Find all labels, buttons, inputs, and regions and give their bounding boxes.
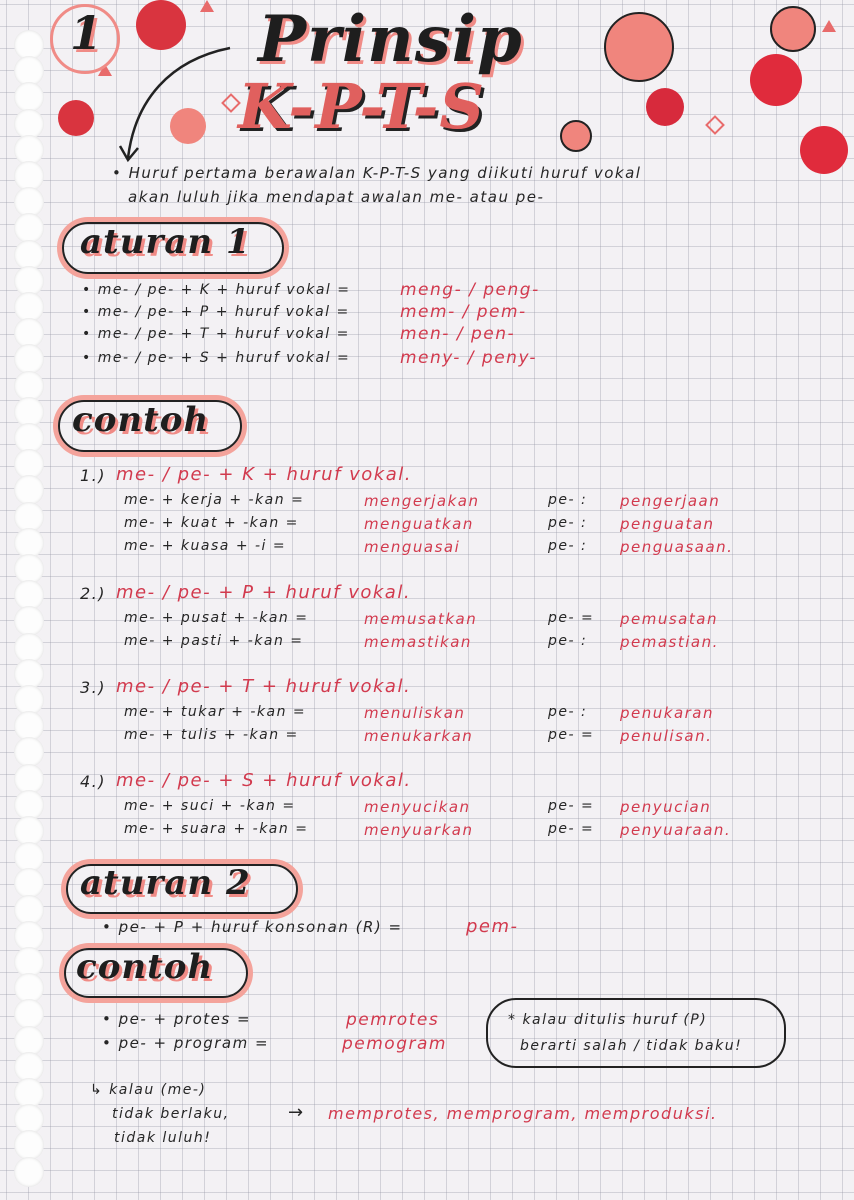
example-row-me: memusatkan xyxy=(364,610,478,628)
example-row-me: mengerjakan xyxy=(364,492,480,510)
example-row-left: me- + pusat + -kan = xyxy=(124,610,309,626)
example-row-pe-label: pe- = xyxy=(548,821,595,837)
aturan-1-rule: • me- / pe- + K + huruf vokal = xyxy=(82,282,351,298)
contoh-2-row-2-left: • pe- + program = xyxy=(102,1034,270,1052)
example-row-pe-label: pe- = xyxy=(548,798,595,814)
example-row-left: me- + tulis + -kan = xyxy=(124,727,299,743)
example-row-pe: penguatan xyxy=(620,515,715,533)
example-row-pe-label: pe- = xyxy=(548,610,595,626)
aturan-1-rule: • me- / pe- + T + huruf vokal = xyxy=(82,326,350,342)
example-row-pe: pemastian. xyxy=(620,633,719,651)
example-group-title: me- / pe- + K + huruf vokal. xyxy=(116,464,412,485)
example-row-pe: penyucian xyxy=(620,798,712,816)
binder-hole xyxy=(14,82,44,112)
footer-line-2: tidak berlaku, xyxy=(112,1106,230,1122)
example-row-pe-label: pe- : xyxy=(548,704,588,720)
decor-circle xyxy=(750,54,802,106)
example-row-pe: penguasaan. xyxy=(620,538,734,556)
decor-circle xyxy=(58,100,94,136)
decor-circle xyxy=(646,88,684,126)
example-group-number: 4.) xyxy=(80,772,107,791)
intro-line-2: akan luluh jika mendapat awalan me- atau pe- xyxy=(128,188,545,206)
aturan-1-rule: • me- / pe- + P + huruf vokal = xyxy=(82,304,350,320)
contoh-1-heading: contoh xyxy=(72,400,210,440)
example-row-left: me- + suci + -kan = xyxy=(124,798,296,814)
contoh-2-heading: contoh xyxy=(76,947,214,987)
aturan-2-result: pem- xyxy=(466,916,519,937)
binder-hole xyxy=(14,868,44,898)
binder-hole xyxy=(14,1157,44,1187)
example-row-left: me- + tukar + -kan = xyxy=(124,704,307,720)
binder-hole xyxy=(14,1130,44,1160)
example-row-left: me- + kuasa + -i = xyxy=(124,538,287,554)
example-row-pe-label: pe- = xyxy=(548,727,595,743)
aturan-2-heading: aturan 2 xyxy=(80,863,251,903)
note-box xyxy=(486,998,786,1068)
title-line-2: K-P-T-S xyxy=(238,70,486,143)
contoh-2-row-1-result: pemrotes xyxy=(346,1010,440,1030)
binder-hole xyxy=(14,475,44,505)
decor-triangle xyxy=(822,20,836,32)
example-row-me: menyuarkan xyxy=(364,821,474,839)
example-row-pe-label: pe- : xyxy=(548,538,588,554)
example-row-pe-label: pe- : xyxy=(548,515,588,531)
title-line-1: Prinsip xyxy=(258,2,523,77)
example-row-left: me- + kuat + -kan = xyxy=(124,515,299,531)
example-group-title: me- / pe- + S + huruf vokal. xyxy=(116,770,412,791)
intro-line-1: • Huruf pertama berawalan K-P-T-S yang diikuti huruf vokal xyxy=(112,164,642,182)
example-row-me: menuliskan xyxy=(364,704,466,722)
aturan-1-heading: aturan 1 xyxy=(80,222,251,262)
example-row-pe: pengerjaan xyxy=(620,492,721,510)
aturan-1-result: meny- / peny- xyxy=(400,348,538,368)
contoh-2-row-1-left: • pe- + protes = xyxy=(102,1010,252,1028)
example-row-me: menguatkan xyxy=(364,515,474,533)
binder-hole xyxy=(14,606,44,636)
example-group-number: 2.) xyxy=(80,584,107,603)
example-row-pe: penyuaraan. xyxy=(620,821,732,839)
binder-hole xyxy=(14,999,44,1029)
example-group-title: me- / pe- + T + huruf vokal. xyxy=(116,676,412,697)
binder-hole xyxy=(14,344,44,374)
footer-line-3: tidak luluh! xyxy=(114,1130,212,1146)
example-group-title: me- / pe- + P + huruf vokal. xyxy=(116,582,412,603)
aturan-1-result: men- / pen- xyxy=(400,324,516,344)
example-row-pe-label: pe- : xyxy=(548,633,588,649)
note-line-2: berarti salah / tidak baku! xyxy=(520,1038,743,1054)
aturan-1-result: mem- / pem- xyxy=(400,302,527,322)
binder-holes xyxy=(14,30,48,1180)
decor-circle xyxy=(604,12,674,82)
binder-hole xyxy=(14,737,44,767)
binder-hole xyxy=(14,213,44,243)
example-group-number: 1.) xyxy=(80,466,107,485)
example-row-left: me- + pasti + -kan = xyxy=(124,633,304,649)
example-row-pe: penukaran xyxy=(620,704,715,722)
footer-arrow-icon: → xyxy=(288,1102,304,1123)
decor-triangle xyxy=(200,0,214,12)
aturan-1-result: meng- / peng- xyxy=(400,280,540,300)
example-row-me: memastikan xyxy=(364,633,472,651)
example-row-pe-label: pe- : xyxy=(548,492,588,508)
decor-circle xyxy=(800,126,848,174)
curved-arrow-icon xyxy=(110,40,240,170)
decor-circle xyxy=(560,120,592,152)
example-row-me: menguasai xyxy=(364,538,461,556)
example-row-me: menyucikan xyxy=(364,798,471,816)
example-row-pe: penulisan. xyxy=(620,727,713,745)
note-line-1: * kalau ditulis huruf (P) xyxy=(508,1012,708,1028)
example-row-left: me- + kerja + -kan = xyxy=(124,492,305,508)
decor-square xyxy=(705,115,725,135)
example-row-pe: pemusatan xyxy=(620,610,718,628)
footer-examples: memprotes, memprogram, memproduksi. xyxy=(328,1104,718,1123)
page-number: 1 xyxy=(70,6,104,60)
aturan-1-rule: • me- / pe- + S + huruf vokal = xyxy=(82,350,351,366)
aturan-2-rule: • pe- + P + huruf konsonan (R) = xyxy=(102,918,403,936)
footer-line-1: ↳ kalau (me-) xyxy=(90,1082,207,1098)
example-group-number: 3.) xyxy=(80,678,107,697)
example-row-me: menukarkan xyxy=(364,727,474,745)
example-row-left: me- + suara + -kan = xyxy=(124,821,309,837)
decor-circle xyxy=(770,6,816,52)
contoh-2-row-2-result: pemogram xyxy=(342,1034,447,1054)
